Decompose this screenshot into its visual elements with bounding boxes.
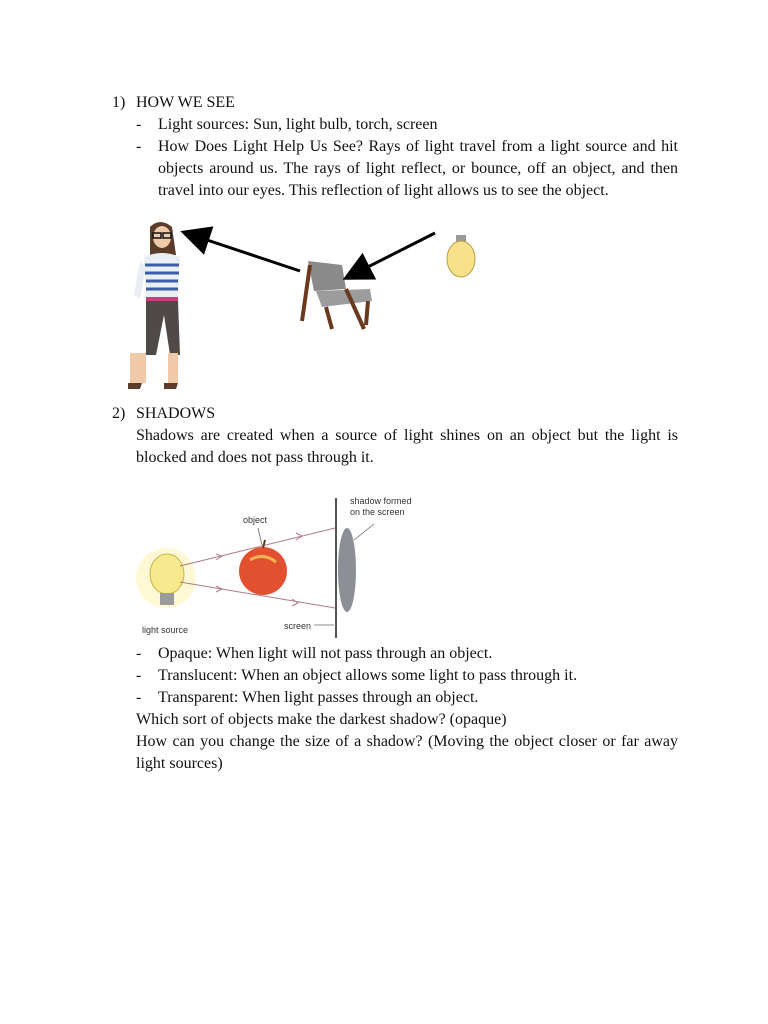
- how-we-see-illustration: [120, 215, 490, 395]
- ray-arrowhead: [292, 599, 298, 606]
- question-darkest-shadow: Which sort of objects make the darkest shadow? (opaque): [136, 711, 507, 728]
- apple-object: [239, 547, 287, 595]
- ray-arrow-to-chair: [348, 233, 435, 277]
- bullet-dash: -: [136, 645, 142, 662]
- question-shadow-size: How can you change the size of a shadow? (Moving the object closer or far away light sources): [136, 733, 678, 772]
- bulb-base: [160, 593, 174, 605]
- shadow-on-screen: [338, 528, 356, 612]
- bullet-dash: -: [136, 138, 142, 155]
- section-1-heading: HOW WE SEE: [136, 94, 235, 111]
- label-object: object: [243, 515, 268, 525]
- shadows-intro: Shadows are created when a source of light shines on an object but the light is blocked and does not pass through it.: [136, 427, 678, 466]
- section-2-number: 2): [112, 405, 126, 422]
- label-light-source: light source: [142, 625, 189, 635]
- bullet-how-light-helps: How Does Light Help Us See? Rays of light travel from a light source and hit objects around us. The rays of light reflect, or bounce, off an object, and then travel into our eyes. This reflection of light allows us to see the object.: [158, 138, 678, 199]
- label-shadow-line2: on the screen: [350, 507, 405, 517]
- bullet-dash: -: [136, 689, 142, 706]
- bullet-translucent: Translucent: When an object allows some light to pass through it.: [158, 667, 578, 684]
- bullet-dash: -: [136, 116, 142, 133]
- section-2-heading: SHADOWS: [136, 405, 216, 422]
- apple-stem: [263, 540, 265, 548]
- bullet-dash: -: [136, 667, 142, 684]
- section-1-number: 1): [112, 94, 126, 111]
- light-bulb-figure: [447, 235, 475, 277]
- girl-figure: [128, 222, 180, 389]
- bullet-light-sources: Light sources: Sun, light bulb, torch, screen: [158, 116, 438, 133]
- light-source-bulb: [150, 554, 184, 594]
- bullet-transparent: Transparent: When light passes through an object.: [158, 689, 479, 706]
- shadow-pointer: [354, 524, 374, 540]
- bullet-opaque: Opaque: When light will not pass through an object.: [158, 645, 493, 662]
- shadow-diagram: [130, 490, 430, 645]
- ray-arrow-to-eye: [186, 233, 300, 271]
- object-pointer: [258, 528, 262, 545]
- label-screen: screen: [284, 621, 312, 631]
- label-shadow-line1: shadow formed: [350, 496, 412, 506]
